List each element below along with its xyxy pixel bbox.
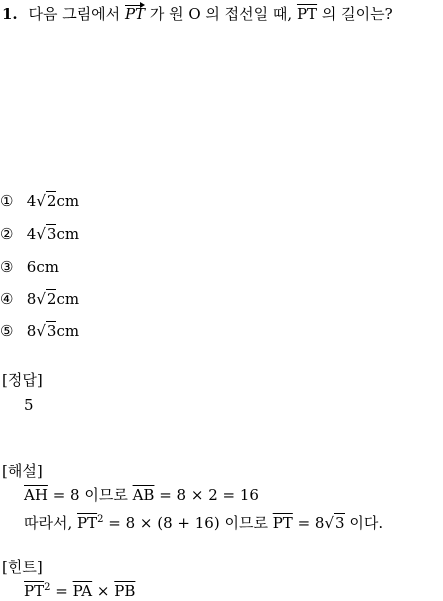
explanation-text: = 8 [292, 514, 325, 532]
choice-1[interactable]: ① 4√2cm [0, 192, 80, 210]
question-suffix: 의 길이는? [321, 5, 393, 23]
segment-pa: $\overline{PA}$ [72, 582, 93, 600]
explanation-label: [해설] [2, 462, 43, 480]
choice-unit: cm [56, 192, 80, 210]
choice-coef: 4 [26, 225, 37, 243]
segment-ah: $\overline{AH}$ [24, 486, 48, 504]
choice-coef: 8 [26, 322, 37, 340]
choice-unit: cm [56, 290, 80, 308]
choice-unit: cm [56, 225, 80, 243]
choice-4[interactable]: ④ 8√2cm [0, 290, 80, 308]
choice-marker: ② [0, 225, 14, 243]
choice-radicand: 2 [46, 192, 57, 210]
answer-label: [정답] [2, 371, 43, 389]
hint-text: × [92, 582, 115, 600]
question-text [2, 4, 393, 24]
choice-marker: ③ [0, 258, 14, 276]
choice-text: 6cm [26, 258, 59, 276]
exponent: 2 [44, 582, 51, 593]
explanation-text: = 8 이므로 [47, 486, 133, 504]
explanation-text: 이다. [344, 514, 384, 532]
explanation-text: = 8 × 2 = 16 [154, 486, 259, 504]
choice-radicand: 2 [46, 290, 57, 308]
question-middle: 가 원 O 의 접선일 때, [149, 5, 293, 23]
explanation-text: 따라서, [24, 514, 78, 532]
choice-marker: ① [0, 192, 14, 210]
explanation-text: = 8 × (8 + 16) 이므로 [103, 514, 273, 532]
question-prefix: 다음 그림에서 [28, 5, 121, 23]
segment-pb: $\overline{PB}$ [114, 582, 136, 600]
segment-pt: $\overline{PT}$ [272, 514, 293, 532]
choice-marker: ④ [0, 290, 14, 308]
segment-ab: $\overline{AB}$ [132, 486, 155, 504]
answer-value: 5 [24, 396, 34, 414]
segment-pt: $\overline{PT}$ [296, 5, 318, 23]
radicand: 3 [335, 514, 345, 532]
choice-unit: cm [56, 322, 80, 340]
hint-text: = [50, 582, 73, 600]
explanation-line-1 [24, 485, 259, 505]
choice-radicand: 3 [46, 322, 57, 340]
choice-radicand: 3 [46, 225, 57, 243]
segment-pt: $\overline{PT}$ [24, 582, 45, 600]
question-number: 1. [2, 5, 18, 23]
vector-pt: PT [124, 5, 146, 23]
segment-pt: $\overline{PT}$ [77, 514, 98, 532]
choice-3[interactable] [0, 257, 59, 277]
hint-label: [힌트] [2, 558, 43, 576]
exponent: 2 [97, 514, 104, 525]
choice-5[interactable]: ⑤ 8√3cm [0, 322, 80, 340]
explanation-line-2: 따라서, $\overline{PT}^2 = 8 \times (8 + 16)$ 이므로 $\overline{PT} = 8√3$ 이다. [24, 514, 384, 532]
choice-2[interactable]: ② 4√3cm [0, 225, 80, 243]
choice-marker: ⑤ [0, 322, 14, 340]
choice-coef: 8 [26, 290, 37, 308]
choice-coef: 4 [26, 192, 37, 210]
